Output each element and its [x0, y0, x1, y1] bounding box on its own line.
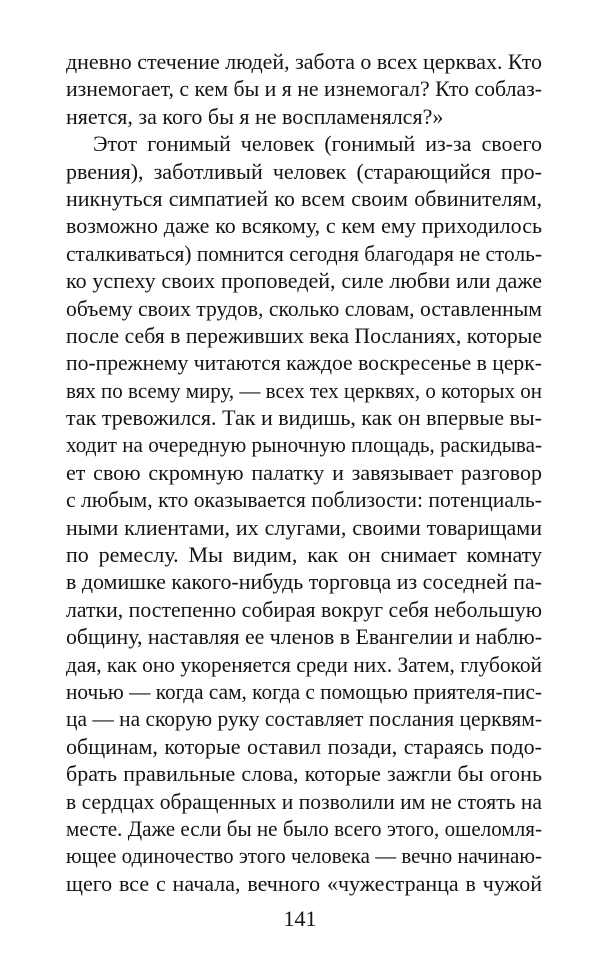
text-line-content: ет свою скромную палатку и завязывает разговор	[66, 459, 542, 485]
text-line	[66, 788, 542, 815]
text-line-content: изнемогает, с кем бы и я не изнемогал? Кто соблаз-	[66, 76, 542, 102]
text-line-content: няется, за кого бы я не воспламенялся?»	[66, 103, 444, 129]
text-line	[66, 870, 542, 897]
text-line-content: ночью — когда сам, когда с помощью приятеля-пис-	[66, 678, 542, 704]
text-line	[66, 623, 542, 650]
text-line	[66, 760, 542, 787]
text-line	[66, 486, 542, 513]
text-line	[66, 514, 542, 541]
text-line-content: общину, наставляя ее членов в Евангелии и наблю-	[66, 624, 542, 650]
text-line-content: объему своих трудов, сколько словам, оставленным	[66, 295, 542, 321]
text-line	[66, 815, 542, 842]
text-line-content: ходит на очередную рыночную площадь, раскидыва-	[66, 432, 542, 458]
text-line	[66, 404, 542, 431]
text-line	[66, 130, 542, 157]
page-number: 141	[283, 906, 317, 931]
text-line	[66, 733, 542, 760]
text-line	[66, 596, 542, 623]
text-line-content: возможно даже ко всякому, с кем ему приходилось	[66, 213, 542, 239]
text-line-content: сталкиваться) помнится сегодня благодаря не столь-	[66, 240, 542, 266]
text-line	[66, 651, 542, 678]
text-line-content: дневно стечение людей, забота о всех церквах. Кто	[66, 49, 542, 74]
text-line-content: по ремеслу. Мы видим, как он снимает комнату	[66, 542, 542, 568]
text-line-content: латки, постепенно собирая вокруг себя небольшую	[66, 596, 542, 622]
text-line-content: в домишке какого-нибудь торговца из соседней па-	[66, 569, 542, 595]
text-line-content: рвения), заботливый человек (старающийся про-	[66, 158, 542, 184]
text-line	[66, 705, 542, 732]
text-line	[66, 377, 542, 404]
text-line	[66, 568, 542, 595]
body-text	[66, 48, 542, 897]
text-line	[66, 103, 542, 130]
text-line	[66, 267, 542, 294]
text-line-content: Этот гонимый человек (гонимый из-за своего	[93, 131, 542, 157]
text-line-content: дая, как оно укореняется среди них. Затем, глубокой	[66, 651, 542, 677]
text-line-content: ко успеху своих проповедей, силе любви или даже	[66, 268, 542, 294]
text-line-content: щего все с начала, вечного «чужестранца в чужой	[66, 870, 542, 896]
text-line	[66, 48, 542, 75]
text-line	[66, 678, 542, 705]
text-line-content: так тревожился. Так и видишь, как он впервые вы-	[66, 405, 542, 431]
text-line-content: в сердцах обращенных и позволили им не стоять на	[66, 788, 542, 814]
text-line	[66, 185, 542, 212]
text-line-content: никнуться симпатией ко всем своим обвинителям,	[66, 185, 542, 211]
text-line-content: брать правильные слова, которые зажгли бы огонь	[66, 761, 542, 787]
text-line-content: вях по всему миру, — всех тех церквях, о которых он	[66, 377, 542, 403]
text-line	[66, 295, 542, 322]
text-line	[66, 240, 542, 267]
text-line-content: с любым, кто оказывается поблизости: потенциаль-	[66, 487, 542, 513]
text-line	[66, 349, 542, 376]
text-line	[66, 459, 542, 486]
text-line	[66, 541, 542, 568]
text-line-content: ными клиентами, их слугами, своими товарищами	[66, 514, 542, 540]
text-line	[66, 75, 542, 102]
text-line	[66, 212, 542, 239]
text-line-content: общинам, которые оставил позади, стараясь подо-	[66, 733, 542, 759]
text-line	[66, 842, 542, 869]
text-line	[66, 158, 542, 185]
text-line-content: ющее одиночество этого человека — вечно начинаю-	[66, 843, 542, 869]
text-line	[66, 431, 542, 458]
text-line	[66, 322, 542, 349]
text-line-content: ца — на скорую руку составляет послания церквям-	[66, 706, 542, 732]
text-line-content: месте. Даже если бы не было всего этого, ошеломля-	[66, 815, 542, 841]
text-line-content: после себя в переживших века Посланиях, которые	[66, 322, 542, 348]
text-line-content: по-прежнему читаются каждое воскресенье в церк-	[66, 350, 542, 376]
